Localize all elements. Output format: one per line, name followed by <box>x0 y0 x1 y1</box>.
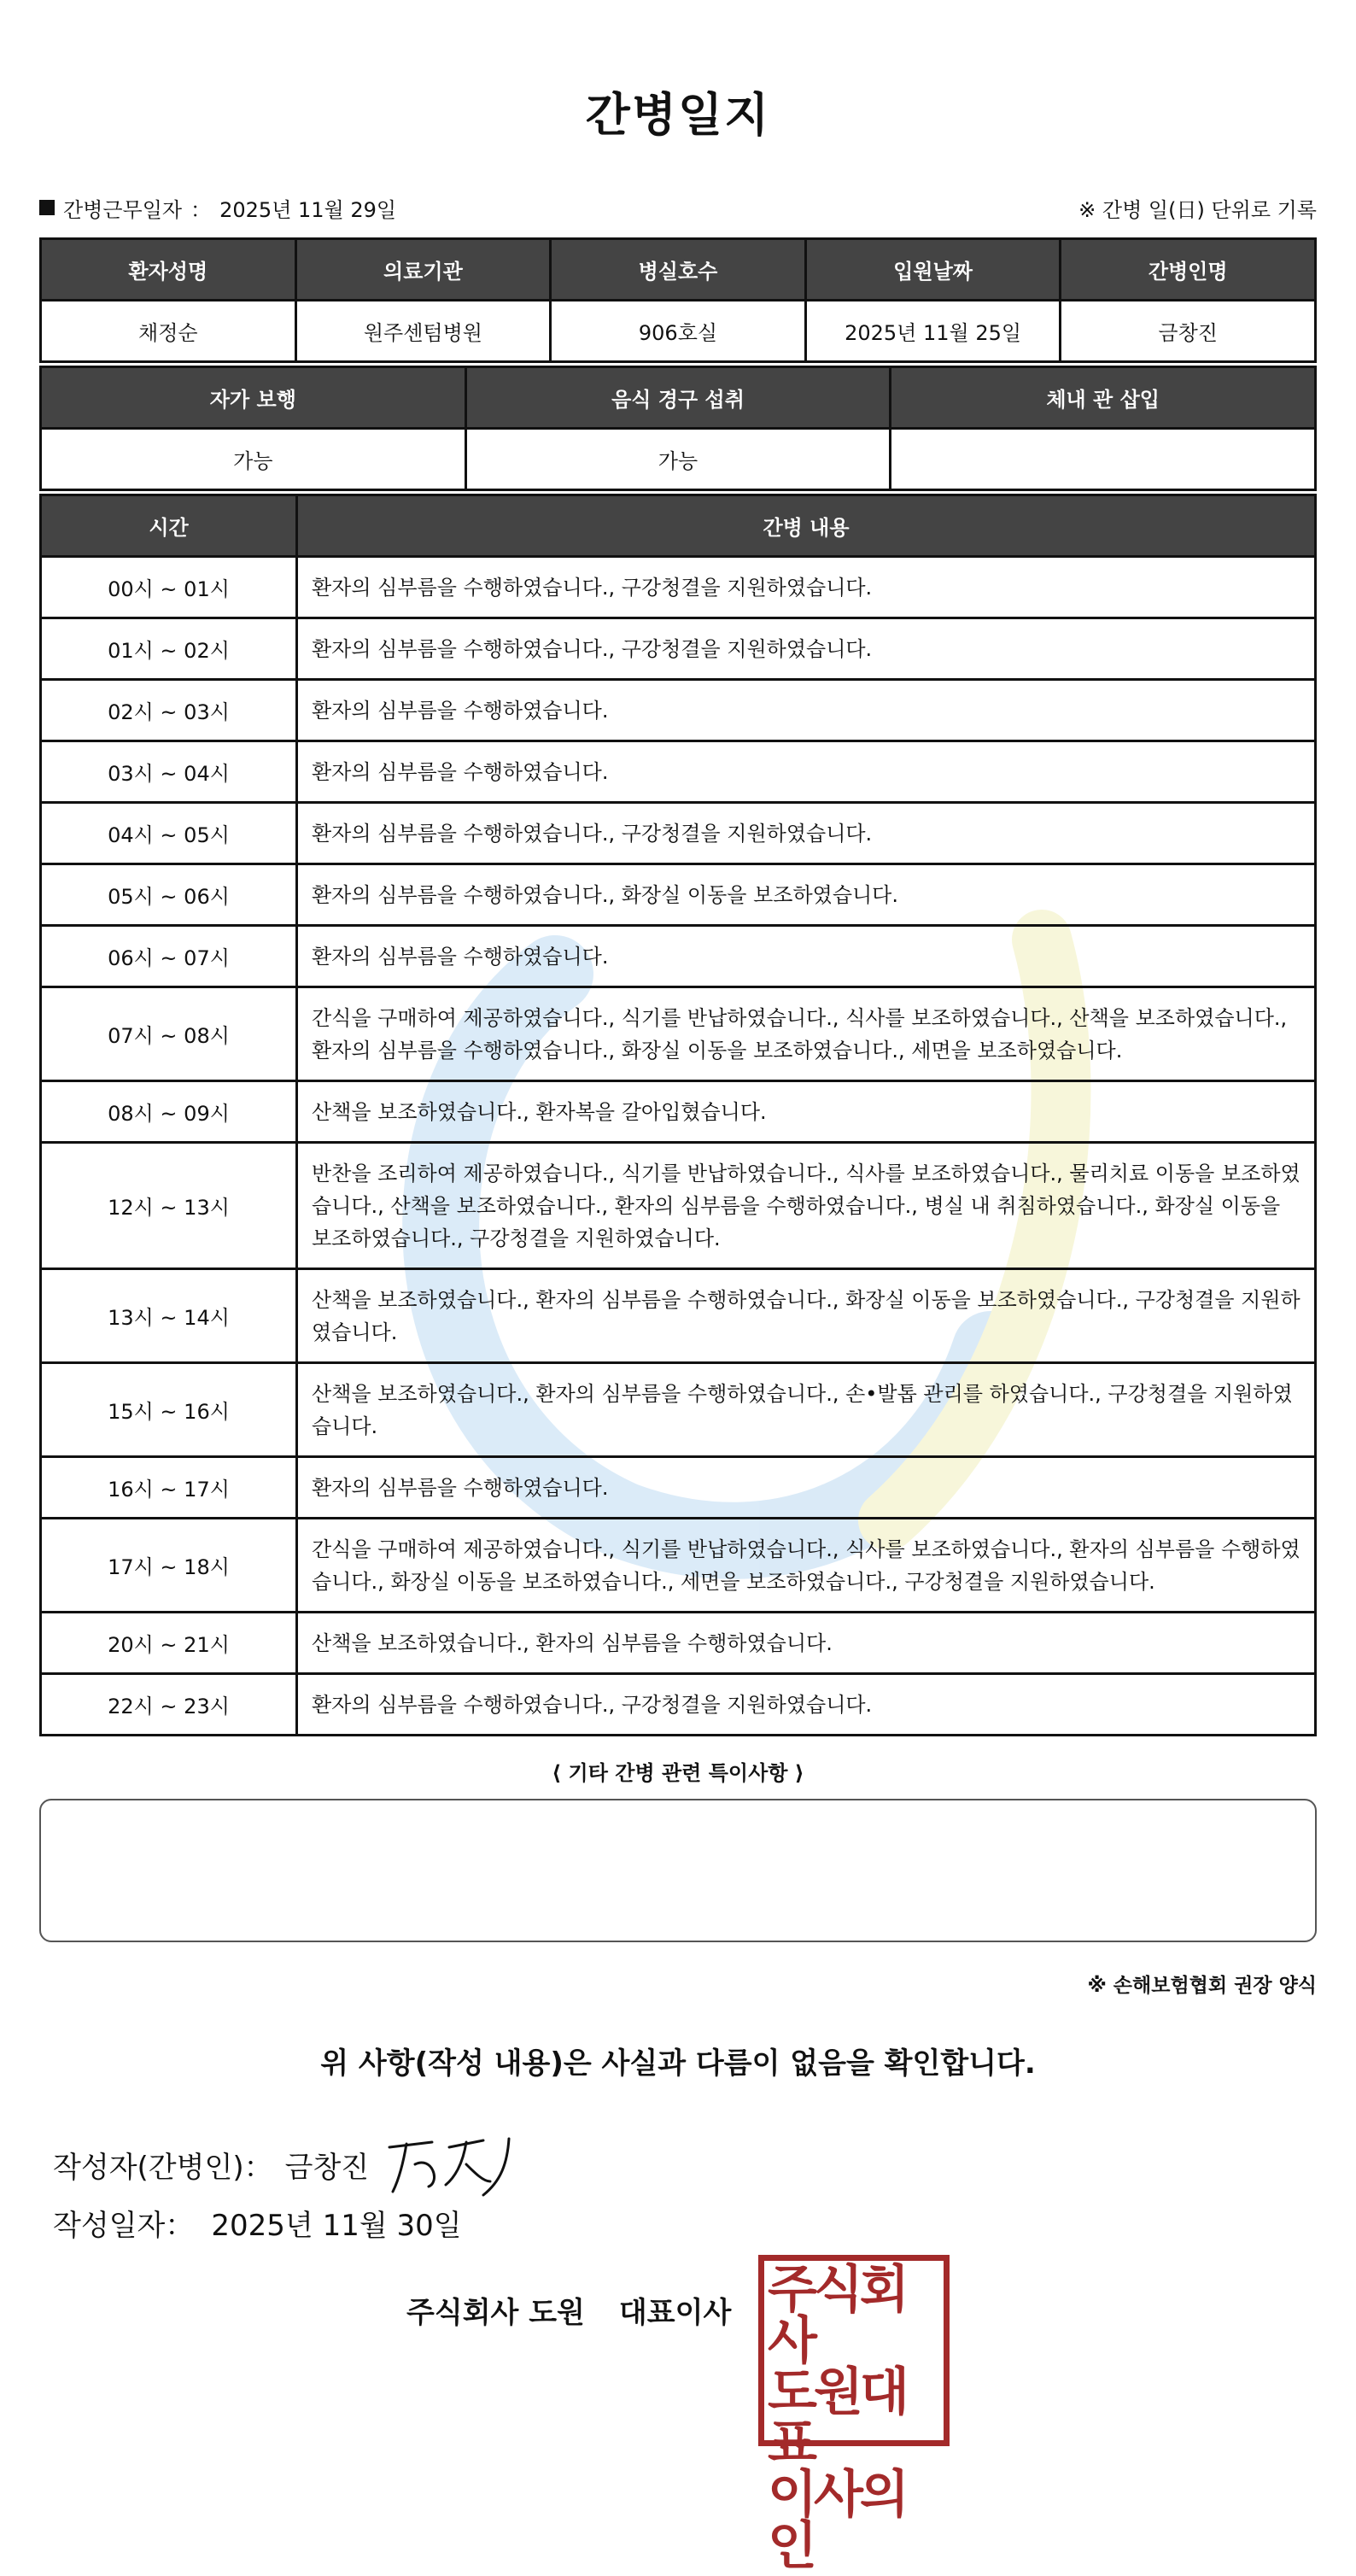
header-caregiver: 간병인명 <box>1061 239 1316 301</box>
write-date-label: 작성일자： <box>53 2209 195 2243</box>
time-cell: 08시 ~ 09시 <box>41 1081 297 1143</box>
content-cell: 환자의 심부름을 수행하였습니다., 구강청결을 지원하였습니다. <box>297 1674 1316 1736</box>
time-cell: 17시 ~ 18시 <box>41 1519 297 1613</box>
confirmation-statement: 위 사항(작성 내용)은 사실과 다름이 없음을 확인합니다. <box>320 2046 1036 2081</box>
header-hospital: 의료기관 <box>295 239 551 301</box>
header-self-walking: 자가 보행 <box>41 367 466 429</box>
square-bullet-icon <box>39 200 55 215</box>
time-cell: 06시 ~ 07시 <box>41 926 297 987</box>
content-cell: 산책을 보조하였습니다., 환자의 심부름을 수행하였습니다. <box>297 1613 1316 1674</box>
content-cell: 환자의 심부름을 수행하였습니다. <box>297 926 1316 987</box>
header-oral-intake: 음식 경구 섭취 <box>465 367 891 429</box>
content-cell: 환자의 심부름을 수행하였습니다., 화장실 이동을 보조하였습니다. <box>297 864 1316 926</box>
header-time: 시간 <box>41 495 297 557</box>
table-row <box>41 926 1316 987</box>
time-cell: 04시 ~ 05시 <box>41 803 297 864</box>
status-header-row <box>41 367 1316 429</box>
content-cell: 환자의 심부름을 수행하였습니다. <box>297 741 1316 803</box>
work-date-value: 2025년 11월 29일 <box>219 197 397 222</box>
time-cell: 12시 ~ 13시 <box>41 1143 297 1269</box>
writer-name: 금창진 <box>284 2150 370 2185</box>
header-patient-name: 환자성명 <box>41 239 296 301</box>
table-row <box>41 864 1316 926</box>
patient-info-table <box>39 237 1317 363</box>
header-tube-insertion: 체내 관 삽입 <box>891 367 1316 429</box>
table-row <box>41 618 1316 680</box>
time-cell: 07시 ~ 08시 <box>41 987 297 1081</box>
time-cell: 22시 ~ 23시 <box>41 1674 297 1736</box>
content-cell: 환자의 심부름을 수행하였습니다. <box>297 680 1316 741</box>
table-row <box>41 1143 1316 1269</box>
seal-line: 도원대표 <box>768 2362 906 2474</box>
company-seal-stamp <box>758 2255 950 2576</box>
page-title: 간병일지 <box>585 88 771 142</box>
notes-box <box>39 1799 1317 1942</box>
status-value-row <box>41 429 1316 490</box>
content-cell: 환자의 심부름을 수행하였습니다., 구강청결을 지원하였습니다. <box>297 803 1316 864</box>
time-cell: 13시 ~ 14시 <box>41 1269 297 1363</box>
signature-icon <box>381 2130 535 2198</box>
time-cell: 16시 ~ 17시 <box>41 1457 297 1519</box>
room-number: 906호실 <box>551 301 806 362</box>
work-date-separator: ： <box>190 197 212 222</box>
work-date-label: 간병근무일자 <box>63 197 183 222</box>
time-cell: 02시 ~ 03시 <box>41 680 297 741</box>
time-cell: 00시 ~ 01시 <box>41 557 297 618</box>
header-admission-date: 입원날짜 <box>805 239 1061 301</box>
table-row <box>41 680 1316 741</box>
time-cell: 05시 ~ 06시 <box>41 864 297 926</box>
meta-row <box>39 193 1317 222</box>
recommended-form-note: ※ 손해보험협회 권장 양식 <box>1087 1975 1317 1997</box>
table-row <box>41 1613 1316 1674</box>
representative-title: 대표이사 <box>618 2296 732 2330</box>
table-row <box>41 803 1316 864</box>
notes-heading: ⟨ 기타 간병 관련 특이사항 ⟩ <box>552 1761 804 1785</box>
content-cell: 산책을 보조하였습니다., 환자의 심부름을 수행하였습니다., 화장실 이동을 보조하였습니다., 구강청결을 지원하였습니다. <box>297 1269 1316 1363</box>
patient-value-row <box>41 301 1316 362</box>
admission-date: 2025년 11월 25일 <box>805 301 1061 362</box>
write-date-value: 2025년 11월 30일 <box>211 2209 462 2243</box>
table-row <box>41 1674 1316 1736</box>
time-cell: 20시 ~ 21시 <box>41 1613 297 1674</box>
table-row <box>41 1081 1316 1143</box>
seal-line: 이사의인 <box>768 2465 906 2576</box>
table-row <box>41 557 1316 618</box>
table-row <box>41 1519 1316 1613</box>
writer-line <box>53 2130 535 2198</box>
care-log-header-row <box>41 495 1316 557</box>
header-care-content: 간병 내용 <box>297 495 1316 557</box>
hospital-name: 원주센텀병원 <box>295 301 551 362</box>
tube-insertion-value <box>891 429 1316 490</box>
content-cell: 산책을 보조하였습니다., 환자복을 갈아입혔습니다. <box>297 1081 1316 1143</box>
write-date-line <box>53 2202 462 2244</box>
table-row <box>41 1363 1316 1457</box>
header-room: 병실호수 <box>551 239 806 301</box>
self-walking-value: 가능 <box>41 429 466 490</box>
patient-status-table <box>39 366 1317 491</box>
time-cell: 15시 ~ 16시 <box>41 1363 297 1457</box>
time-cell: 01시 ~ 02시 <box>41 618 297 680</box>
patient-name: 채정순 <box>41 301 296 362</box>
care-log-table <box>39 494 1317 1736</box>
work-date <box>39 193 396 223</box>
seal-line: 주식회사 <box>768 2260 906 2371</box>
table-row <box>41 1269 1316 1363</box>
caregiver-name: 금창진 <box>1061 301 1316 362</box>
content-cell: 간식을 구매하여 제공하였습니다., 식기를 반납하였습니다., 식사를 보조하였습니다., 환자의 심부름을 수행하였습니다., 화장실 이동을 보조하였습니다., 세면을 보조하였습니다., 구강청결을 지원하였습니다. <box>297 1519 1316 1613</box>
table-row <box>41 1457 1316 1519</box>
content-cell: 간식을 구매하여 제공하였습니다., 식기를 반납하였습니다., 식사를 보조하였습니다., 산책을 보조하였습니다., 환자의 심부름을 수행하였습니다., 화장실 이동을 보조하였습니다., 세면을 보조하였습니다. <box>297 987 1316 1081</box>
company-line <box>406 2289 731 2331</box>
table-row <box>41 741 1316 803</box>
content-cell: 반찬을 조리하여 제공하였습니다., 식기를 반납하였습니다., 식사를 보조하였습니다., 물리치료 이동을 보조하였습니다., 산책을 보조하였습니다., 환자의 심부름을 수행하였습니다., 병실 내 취침하였습니다., 화장실 이동을 보조하였습니다., 구강청결을 지원하였습니다. <box>297 1143 1316 1269</box>
patient-header-row <box>41 239 1316 301</box>
content-cell: 산책을 보조하였습니다., 환자의 심부름을 수행하였습니다., 손•발톱 관리를 하였습니다., 구강청결을 지원하였습니다. <box>297 1363 1316 1457</box>
content-cell: 환자의 심부름을 수행하였습니다., 구강청결을 지원하였습니다. <box>297 618 1316 680</box>
oral-intake-value: 가능 <box>465 429 891 490</box>
table-row <box>41 987 1316 1081</box>
time-cell: 03시 ~ 04시 <box>41 741 297 803</box>
record-unit-note: ※ 간병 일(日) 단위로 기록 <box>1078 197 1317 222</box>
content-cell: 환자의 심부름을 수행하였습니다. <box>297 1457 1316 1519</box>
content-cell: 환자의 심부름을 수행하였습니다., 구강청결을 지원하였습니다. <box>297 557 1316 618</box>
writer-label: 작성자(간병인)： <box>53 2150 273 2185</box>
company-name: 주식회사 도원 <box>406 2296 585 2330</box>
